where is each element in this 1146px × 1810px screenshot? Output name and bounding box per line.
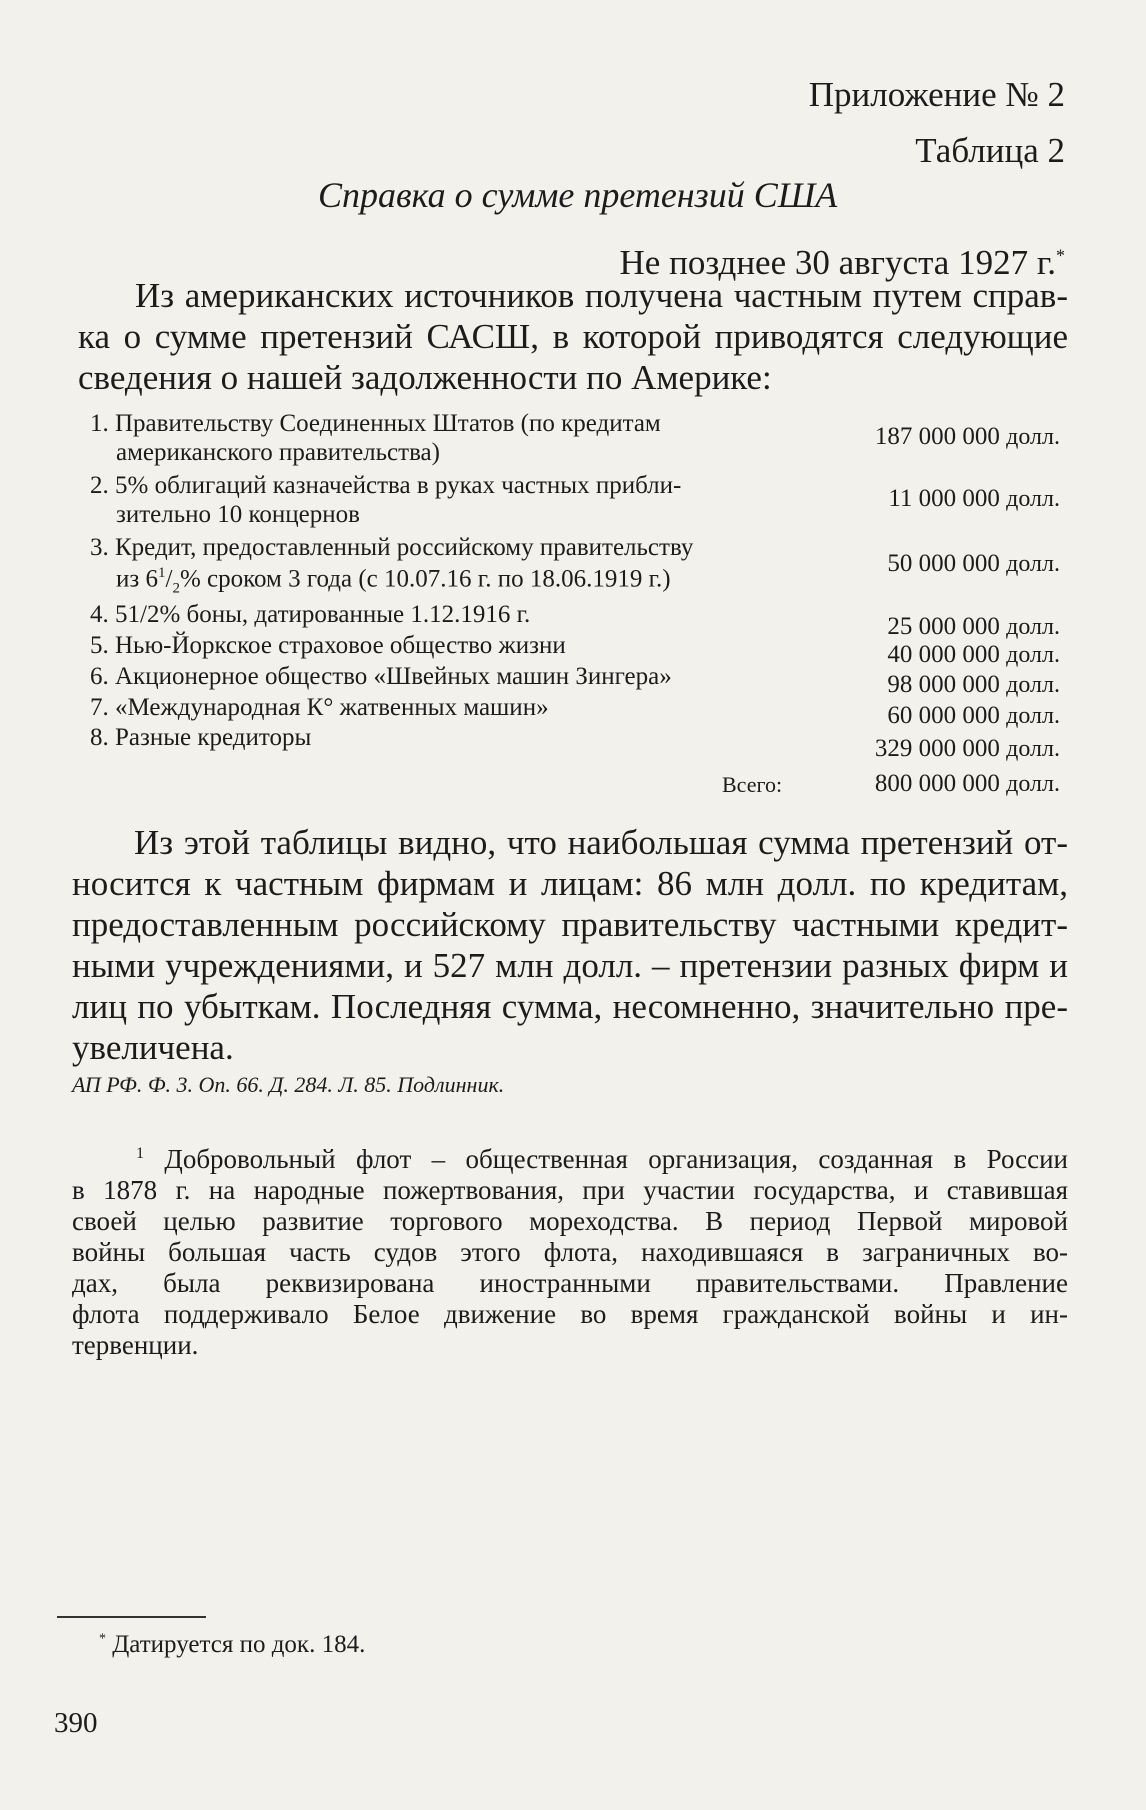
body-line: Из этой таблицы видно, что наибольшая сумма претензий от-	[134, 823, 1068, 862]
table-label: Таблица 2	[915, 131, 1065, 170]
body-line: носится к частным фирмам и лицам: 86 млн долл. по кредитам,	[72, 864, 1068, 903]
amount-unit: долл.	[1006, 424, 1060, 450]
intro-line: Из американских источников получена частным путем справ-	[135, 276, 1068, 315]
amount-value: 50 000 000	[887, 550, 1000, 577]
footnote	[72, 1138, 1068, 1361]
fraction-numerator: 1	[158, 565, 166, 581]
total-amount	[875, 770, 1060, 798]
amount-unit: долл.	[1006, 703, 1060, 729]
text-part: % сроком 3 года (с 10.07.16 г. по 18.06.1919 г.)	[179, 565, 671, 593]
claim-row-8-amount	[875, 735, 1060, 763]
dating-note	[99, 1631, 365, 1659]
footnote-text: Добровольный флот – общественная организация, созданная в России	[164, 1144, 1068, 1174]
amount-unit: долл.	[1006, 486, 1060, 512]
footnote-line: своей целью развитие торгового мореходства. В период Первой мировой	[72, 1206, 1068, 1236]
body-line: предоставленным российскому правительству частными кредит-	[72, 905, 1068, 944]
claim-row-8-line1: 8. Разные кредиторы	[90, 724, 312, 751]
footnote-divider	[57, 1616, 206, 1618]
amount-value: 98 000 000	[887, 671, 1000, 698]
footnote-line: войны большая часть судов этого флота, находившаяся в заграничных во-	[72, 1237, 1068, 1267]
claim-row-4-line1: 4. 51/2% боны, датированные 1.12.1916 г.	[90, 601, 531, 628]
amount-value: 329 000 000	[874, 735, 1000, 762]
claim-row-5-amount	[887, 641, 1060, 669]
amount-unit: долл.	[1006, 551, 1060, 577]
document-title: Справка о сумме претензий США	[318, 175, 838, 215]
intro-line: сведения о нашей задолженности по Америке:	[78, 358, 772, 397]
amount-unit: долл.	[1006, 736, 1060, 762]
claim-row-5-line1: 5. Нью-Йоркское страховое общество жизни	[90, 632, 566, 659]
claim-row-6-line1: 6. Акционерное общество «Швейных машин Зингера»	[90, 663, 672, 690]
claim-row-2-line2: зительно 10 концернов	[116, 501, 360, 528]
claim-row-2-amount	[888, 485, 1060, 513]
dating-note-text: Датируется по док. 184.	[112, 1631, 366, 1658]
body-line: лиц по убыткам. Последняя сумма, несомненно, значительно пре-	[72, 987, 1068, 1026]
appendix-label: Приложение № 2	[808, 75, 1065, 114]
total-label: Всего:	[722, 772, 783, 797]
footnote-line	[72, 1138, 1068, 1175]
amount-unit: долл.	[1006, 672, 1060, 698]
analysis-paragraph	[72, 822, 1068, 1068]
amount-unit: долл.	[1006, 642, 1060, 668]
claim-row-1-line1: 1. Правительству Соединенных Штатов (по кредитам	[90, 410, 661, 437]
claim-row-3-amount	[887, 550, 1060, 578]
amount-value: 800 000 000	[874, 770, 1000, 797]
body-line: ными учреждениями, и 527 млн долл. – претензии разных фирм и	[72, 946, 1068, 985]
claim-row-1-amount	[875, 423, 1060, 451]
claim-row-1-line2: американского правительства)	[116, 439, 440, 466]
page-number: 390	[54, 1707, 98, 1739]
amount-unit: долл.	[1006, 614, 1060, 640]
amount-unit: долл.	[1006, 771, 1060, 797]
date-footnote-mark: *	[1056, 245, 1065, 266]
claim-row-3-line1: 3. Кредит, предоставленный российскому правительству	[90, 534, 694, 561]
claim-row-4-amount	[887, 613, 1060, 641]
footnote-line: дах, была реквизирована иностранными правительствами. Правление	[72, 1268, 1068, 1298]
claim-row-7-line1: 7. «Международная К° жатвенных машин»	[90, 694, 549, 721]
amount-value: 40 000 000	[887, 641, 1000, 668]
intro-paragraph	[78, 275, 1068, 398]
intro-line: ка о сумме претензий САСШ, в которой приводятся следующие	[78, 317, 1068, 356]
claim-row-2-line1: 2. 5% облигаций казначейства в руках частных прибли-	[90, 472, 682, 499]
footnote-line: в 1878 г. на народные пожертвования, при участии государства, и ставившая	[72, 1175, 1068, 1205]
footnote-mark: 1	[136, 1145, 144, 1162]
claim-row-6-amount	[887, 671, 1060, 699]
amount-value: 60 000 000	[887, 702, 1000, 729]
claim-row-7-amount	[887, 702, 1060, 730]
date-text: Не позднее 30 августа 1927 г.	[619, 243, 1056, 282]
footnote-line: флота поддерживало Белое движение во время гражданской войны и ин-	[72, 1299, 1068, 1329]
amount-value: 25 000 000	[887, 613, 1000, 640]
text-part: из 6	[116, 565, 159, 593]
archive-source: АП РФ. Ф. 3. Оп. 66. Д. 284. Л. 85. Подлинник.	[72, 1072, 505, 1097]
footnote-line: тервенции.	[72, 1330, 199, 1360]
amount-value: 11 000 000	[888, 485, 1000, 512]
dating-note-mark: *	[99, 1631, 106, 1647]
amount-value: 187 000 000	[874, 423, 1000, 450]
claim-row-3-line2: из $6^1/_2\%$ сроком 3 года (с 10.07.16 г. по 18.06.1919 г.)	[116, 565, 671, 597]
body-line: увеличена.	[72, 1028, 234, 1067]
fraction-denominator: 2	[172, 580, 180, 597]
